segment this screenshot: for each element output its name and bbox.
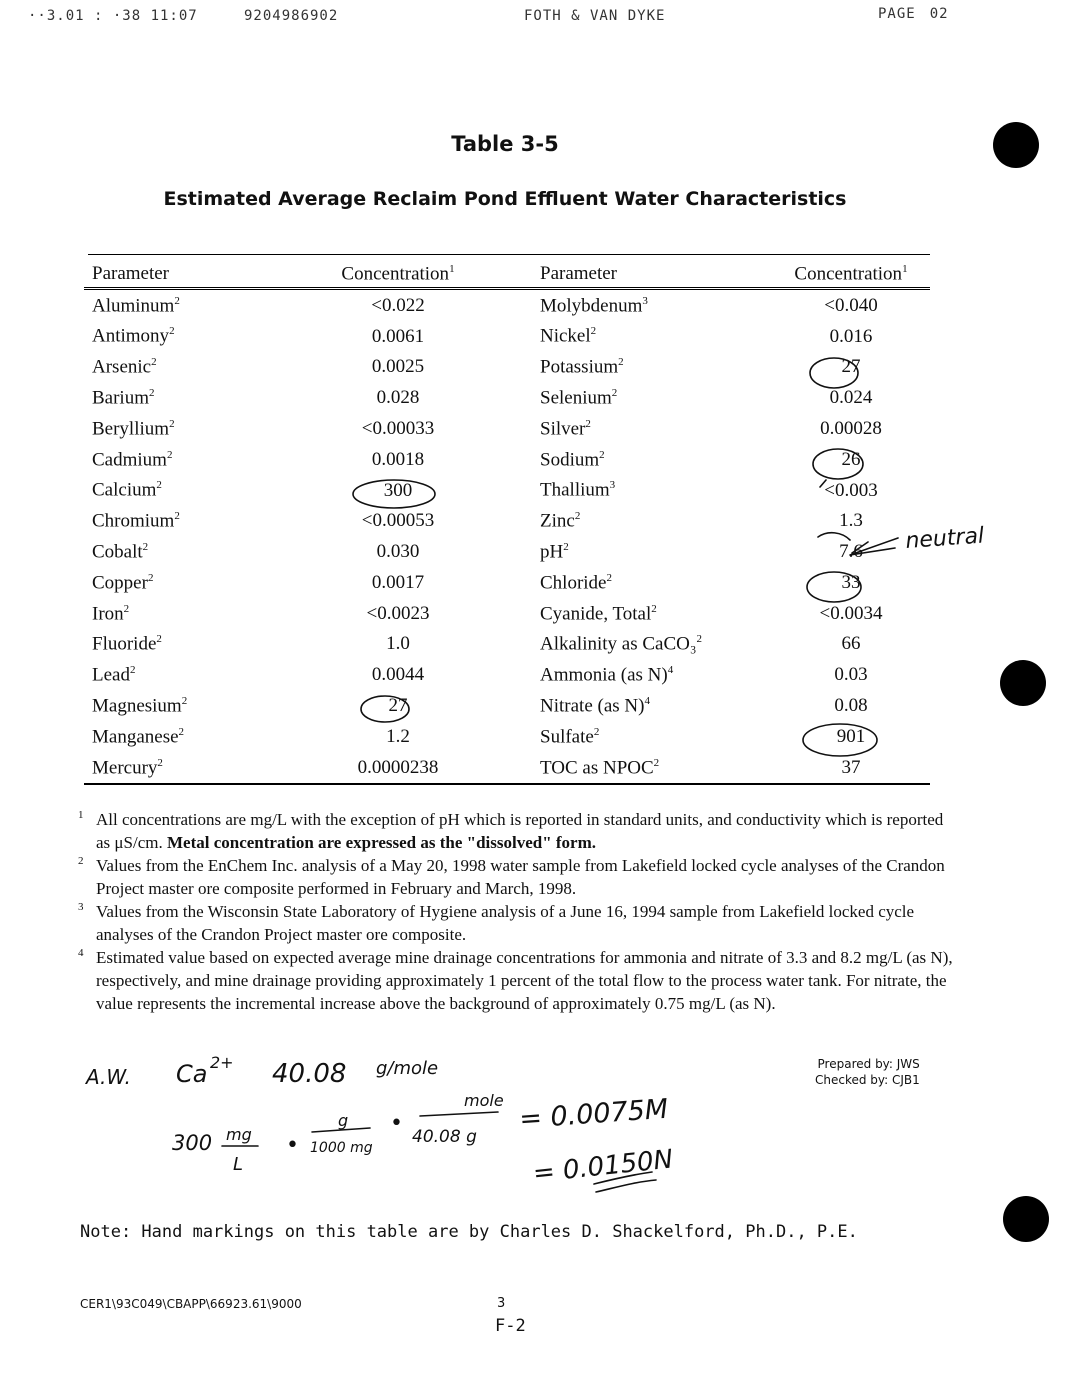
footnote [78, 946, 958, 1015]
parameter-left-cell-value: Cobalt [92, 541, 143, 563]
header-concentration-right-label: Concentration [794, 263, 903, 285]
parameter-right-cell-note: 3 [642, 294, 648, 307]
hw-calcium-ion: Ca [176, 1060, 208, 1088]
footnote-text: Values from the Wisconsin State Laboratory of Hygiene analysis of a June 16, 1994 sample from Lakefield locked cycle analyses of the Crandon Project master ore composite. [96, 902, 915, 944]
parameter-left-cell-note: 2 [157, 756, 163, 769]
circle-potassium [810, 358, 858, 388]
concentration-right-cell-value: 0.024 [829, 387, 873, 409]
concentration-left-cell-value: 0.0044 [371, 664, 425, 686]
parameter-right-cell-note: 2 [653, 756, 660, 769]
concentration-left-cell-value: <0.00053 [361, 510, 435, 532]
parameter-right-cell-note: 2 [611, 386, 618, 399]
footnote-number: 2 [78, 855, 84, 867]
concentration-left-cell-value: 0.0061 [371, 325, 425, 347]
concentration-right-cell-value: <0.003 [824, 479, 878, 501]
concentration-left-cell-value: 0.0025 [371, 356, 425, 378]
parameter-left-cell-value: Arsenic [92, 356, 152, 378]
concentration-right-cell-value: 1.3 [839, 510, 863, 532]
footnote [78, 900, 958, 946]
header-parameter-right: Parameter [532, 255, 772, 289]
circle-sodium [813, 449, 863, 479]
parameter-right-cell-value: Sulfate [540, 726, 594, 748]
parameter-right-cell-note: 2 [618, 356, 624, 369]
footer-page-number: 3 [497, 1296, 506, 1311]
hw-mg-unit: mg [226, 1125, 252, 1144]
concentration-right-cell-value: 0.016 [829, 325, 873, 347]
fax-transmission-time: ··3.01 : ·38 11:07 [28, 8, 198, 24]
footer-section: F-2 [495, 1316, 526, 1336]
fax-sender: FOTH & VAN DYKE [524, 8, 666, 24]
parameter-right-cell-value: Zinc [540, 510, 575, 532]
parameter-left-cell-note: 2 [169, 417, 175, 430]
parameter-left-cell-note: 2 [178, 725, 185, 738]
parameter-left-cell-note: 2 [151, 356, 157, 369]
concentration-left-cell-value: 0.030 [376, 541, 420, 563]
concentration-left-cell-value: 1.2 [386, 725, 410, 747]
parameter-left-cell-note: 2 [123, 602, 130, 615]
handwritten-calculation [0, 1040, 1068, 1210]
footnote-number: 1 [78, 809, 84, 821]
header-concentration-right-note: 1 [902, 263, 908, 275]
parameter-left-cell-note: 2 [147, 571, 154, 584]
parameter-left-cell-value: Copper [92, 572, 148, 594]
parameter-left-cell-value: Antimony [92, 325, 170, 347]
parameter-right-cell-value: Sodium [540, 448, 600, 470]
concentration-left-cell-value: <0.00033 [361, 417, 435, 439]
arrow-to-ph [850, 538, 898, 555]
hw-gram: g [338, 1111, 349, 1130]
hand-markings-note: Note: Hand markings on this table are by Charles D. Shackelford, Ph.D., P.E. [80, 1222, 858, 1242]
footnote [78, 808, 958, 854]
parameter-right-cell-value: Thallium [540, 479, 610, 501]
parameter-right-cell-note: 3 [609, 479, 616, 492]
concentration-right-cell-value: 37 [841, 756, 861, 778]
parameter-left-cell-value: Chromium [92, 510, 175, 532]
parameter-right-cell-value: Nitrate (as N) [540, 695, 645, 717]
parameter-right-cell-note: 4 [644, 694, 650, 707]
hw-aw-prefix: A.W. [86, 1065, 131, 1089]
hw-mole: mole [464, 1091, 504, 1110]
header-parameter-left: Parameter [84, 255, 264, 289]
parameter-right-cell-value: Chloride [540, 572, 607, 594]
hw-1000mg: 1000 mg [310, 1140, 373, 1156]
parameter-left-cell-note: 2 [149, 386, 155, 399]
table-subtitle: Estimated Average Reclaim Pond Effluent Water Characteristics [163, 188, 847, 210]
parameter-left-cell-note: 2 [142, 540, 149, 553]
hw-fraction-bar-3 [420, 1112, 498, 1116]
footnote-number: 3 [78, 901, 84, 913]
concentration-right-cell-value: <0.040 [824, 294, 878, 316]
parameter-left-cell-note: 2 [181, 694, 188, 707]
circle-magnesium [361, 696, 409, 722]
checked-by: Checked by: CJB1 [815, 1073, 920, 1087]
parameter-right-cell-value: pH [540, 541, 564, 563]
prepared-by: Prepared by: JWS [817, 1057, 920, 1071]
neutral-annotation: neutral [904, 523, 985, 554]
parameter-left-cell-value: Barium [92, 387, 149, 409]
hw-atomic-mass: 40.08 [272, 1059, 347, 1089]
parameter-left-cell-note: 2 [156, 633, 162, 646]
hw-calcium-charge: 2+ [210, 1053, 234, 1072]
footnote-bold-text: Metal concentration are expressed as the "dissolved" form. [166, 833, 597, 852]
footnote-text: Estimated value based on expected average mine drainage concentrations for ammonia and nitrate of 3.3 and 8.2 mg/L (as N), respectively, and mine drainage providing approximately 1 percent of the total flow to the process water tank. For nitrate, the value represents the incremental increase above the background of approximately 0.75 mg/L (as N). [96, 948, 953, 1013]
table-title: Table 3-5 [451, 132, 559, 156]
parameter-right-cell-note: 2 [563, 540, 569, 553]
concentration-left-cell-value: 0.028 [376, 387, 420, 409]
parameter-right-cell-value: Selenium [540, 387, 612, 409]
hw-40-08g: 40.08 g [412, 1127, 477, 1147]
fax-page-label: PAGE [878, 6, 916, 22]
parameter-left-cell-note: 2 [169, 325, 175, 338]
hw-per-liter: L [233, 1154, 244, 1175]
hw-300: 300 [172, 1131, 213, 1155]
hw-result-molar: = 0.0075M [518, 1093, 670, 1135]
parameter-right-cell-value: TOC as NPOC [540, 756, 654, 778]
circle-sulfate [803, 724, 877, 756]
parameter-right-cell-value: Silver [540, 418, 586, 440]
parameter-right-cell-value: Alkalinity as CaCO₃ [540, 633, 697, 655]
footer-file-path: CER1\93C049\CBAPP\66923.61\9000 [80, 1297, 302, 1311]
parameter-right-cell-note: 2 [606, 571, 612, 584]
header-concentration-left-label: Concentration [341, 263, 450, 285]
concentration-right-cell-value: 33 [841, 571, 861, 593]
concentration-left-cell-value: 0.0017 [371, 571, 425, 593]
parameter-left-cell-value: Iron [92, 602, 124, 624]
parameter-right-cell-note: 2 [696, 633, 702, 646]
footnote-text: Values from the EnChem Inc. analysis of a May 20, 1998 water sample from Lakefield locked cycle analyses of the Crandon Project master ore composite performed in February and March, 1998. [96, 856, 945, 898]
concentration-left-cell-value: <0.0023 [366, 602, 430, 624]
circle-calcium [353, 480, 435, 508]
fax-number: 9204986902 [244, 8, 339, 24]
concentration-left-cell-value: 0.0000238 [357, 756, 439, 778]
hw-result-normal: = 0.0150N [531, 1144, 675, 1189]
parameter-right-cell-value: Ammonia (as N) [540, 664, 668, 686]
circle-chloride [807, 572, 861, 602]
parameter-right-cell-note: 2 [599, 448, 605, 461]
parameter-right-cell-value: Nickel [540, 325, 591, 347]
hw-dot-2: • [390, 1111, 403, 1136]
parameter-left-cell-note: 2 [174, 510, 180, 523]
parameter-left-cell-value: Calcium [92, 479, 157, 501]
parameter-right-cell-note: 2 [590, 325, 597, 338]
concentration-right-cell-value: 0.08 [834, 695, 868, 717]
concentration-left-cell-value: 27 [388, 695, 408, 717]
concentration-right-cell-value: <0.0034 [819, 602, 883, 624]
concentration-left-cell-value: 0.0018 [371, 448, 425, 470]
footnote [78, 854, 958, 900]
fax-page-number: 02 [929, 6, 949, 22]
parameter-left-cell-note: 2 [166, 448, 173, 461]
parameter-right-cell-note: 2 [593, 725, 600, 738]
parameter-right-cell-value: Potassium [540, 356, 619, 378]
parameter-right-cell-note: 4 [667, 664, 674, 677]
concentration-right-cell-value: 0.03 [834, 664, 868, 686]
concentration-left-cell-value: <0.022 [371, 294, 425, 316]
parameter-left-cell-value: Fluoride [92, 633, 157, 655]
footnotes [78, 808, 958, 1015]
concentration-right-cell-value: 901 [836, 725, 866, 747]
parameter-right-cell-note: 2 [585, 417, 591, 430]
parameter-left-cell-note: 2 [174, 294, 180, 307]
parameter-right-cell-note: 2 [651, 602, 657, 615]
footnote-text: All concentrations are mg/L with the exception of pH which is reported in standard units, and conductivity which is reported as μS/cm. [96, 810, 944, 852]
footnote-number: 4 [78, 947, 84, 959]
parameter-right-cell-value: Molybdenum [540, 294, 643, 316]
hw-dot-1: • [286, 1133, 299, 1158]
hw-mass-unit: g/mole [376, 1058, 439, 1079]
tick-marks-thallium [818, 480, 850, 540]
parameter-left-cell-value: Lead [92, 664, 130, 686]
concentration-right-cell-value: 0.00028 [820, 417, 882, 439]
parameter-left-cell-value: Mercury [92, 756, 158, 778]
parameter-left-cell-note: 2 [156, 479, 162, 492]
concentration-left-cell-value: 1.0 [386, 633, 410, 655]
parameter-left-cell-note: 2 [129, 664, 136, 677]
parameter-right-cell-note: 2 [574, 510, 581, 523]
concentration-right-cell-value: 27 [841, 356, 861, 378]
concentration-right-cell-value: 66 [841, 633, 861, 655]
parameter-right-cell-value: Cyanide, Total [540, 602, 652, 624]
concentration-right-cell-value: 7.6 [839, 541, 863, 563]
parameter-left-cell-value: Beryllium [92, 418, 170, 440]
concentration-left-cell-value: 300 [383, 479, 413, 501]
parameter-left-cell-value: Magnesium [92, 695, 182, 717]
concentration-right-cell-value: 26 [841, 448, 861, 470]
header-concentration-left-note: 1 [449, 263, 455, 275]
parameter-left-cell-value: Cadmium [92, 448, 167, 470]
parameter-left-cell-value: Manganese [92, 726, 179, 748]
parameter-left-cell-value: Aluminum [92, 294, 175, 316]
